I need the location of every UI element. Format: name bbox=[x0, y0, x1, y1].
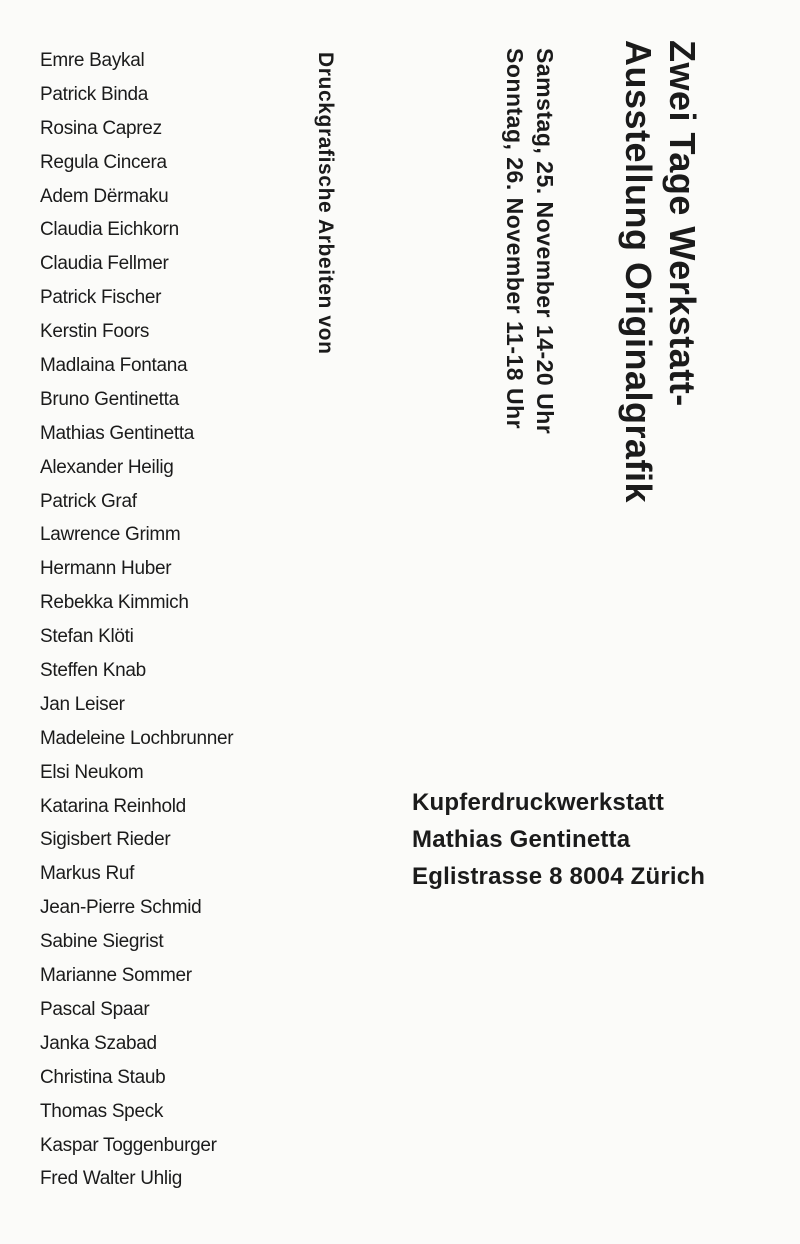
artist-name: Steffen Knab bbox=[40, 660, 146, 682]
workshop-address bbox=[412, 784, 705, 895]
artist-name: Madeleine Lochbrunner bbox=[40, 727, 234, 749]
artist-name: Madlaina Fontana bbox=[40, 355, 188, 377]
artist-name: Elsi Neukom bbox=[40, 761, 144, 783]
address-line-1: Kupferdruckwerkstatt bbox=[412, 789, 665, 816]
subtitle-text: Druckgrafische Arbeiten von bbox=[314, 52, 337, 355]
artist-name: Pascal Spaar bbox=[40, 998, 150, 1020]
artist-list bbox=[40, 44, 233, 1196]
artist-name: Jean-Pierre Schmid bbox=[40, 897, 202, 919]
artist-name: Patrick Binda bbox=[40, 83, 149, 105]
artist-name: Katarina Reinhold bbox=[40, 795, 186, 817]
artist-name: Rebekka Kimmich bbox=[40, 592, 189, 614]
artist-name: Bruno Gentinetta bbox=[40, 388, 179, 410]
artist-name: Regula Cincera bbox=[40, 151, 167, 173]
artist-name: Claudia Fellmer bbox=[40, 253, 169, 275]
artist-name: Janka Szabad bbox=[40, 1032, 157, 1054]
artist-name: Lawrence Grimm bbox=[40, 524, 181, 546]
artist-name: Fred Walter Uhlig bbox=[40, 1168, 183, 1190]
title-line-1: Zwei Tage Werkstatt- bbox=[662, 40, 703, 407]
artist-name: Marianne Sommer bbox=[40, 965, 192, 987]
exhibition-title bbox=[616, 40, 704, 503]
title-line-2: Ausstellung Originalgrafik bbox=[618, 40, 659, 504]
artist-name: Markus Ruf bbox=[40, 863, 135, 885]
artist-name: Adem Dërmaku bbox=[40, 185, 169, 207]
artist-name: Patrick Graf bbox=[40, 490, 137, 512]
date-line-saturday: Samstag, 25. November 14-20 Uhr bbox=[532, 48, 558, 435]
artist-name: Alexander Heilig bbox=[40, 456, 174, 478]
artist-name: Jan Leiser bbox=[40, 693, 125, 715]
artist-name: Rosina Caprez bbox=[40, 117, 162, 139]
artist-name: Kaspar Toggenburger bbox=[40, 1134, 217, 1156]
artist-name: Sabine Siegrist bbox=[40, 931, 164, 953]
artist-name: Thomas Speck bbox=[40, 1100, 164, 1122]
artist-name: Patrick Fischer bbox=[40, 287, 162, 309]
artist-name: Sigisbert Rieder bbox=[40, 829, 171, 851]
artist-name: Kerstin Foors bbox=[40, 321, 150, 343]
artist-name: Mathias Gentinetta bbox=[40, 422, 195, 444]
artist-name: Emre Baykal bbox=[40, 50, 145, 71]
address-line-3: Eglistrasse 8 8004 Zürich bbox=[412, 863, 706, 890]
artist-name: Stefan Klöti bbox=[40, 626, 134, 648]
artist-name: Hermann Huber bbox=[40, 558, 172, 580]
artist-name: Claudia Eichkorn bbox=[40, 219, 179, 241]
subtitle bbox=[312, 52, 338, 355]
exhibition-dates bbox=[500, 48, 560, 434]
address-line-2: Mathias Gentinetta bbox=[412, 826, 631, 853]
date-line-sunday: Sonntag, 26. November 11-18 Uhr bbox=[502, 48, 528, 430]
artist-name: Christina Staub bbox=[40, 1066, 166, 1088]
